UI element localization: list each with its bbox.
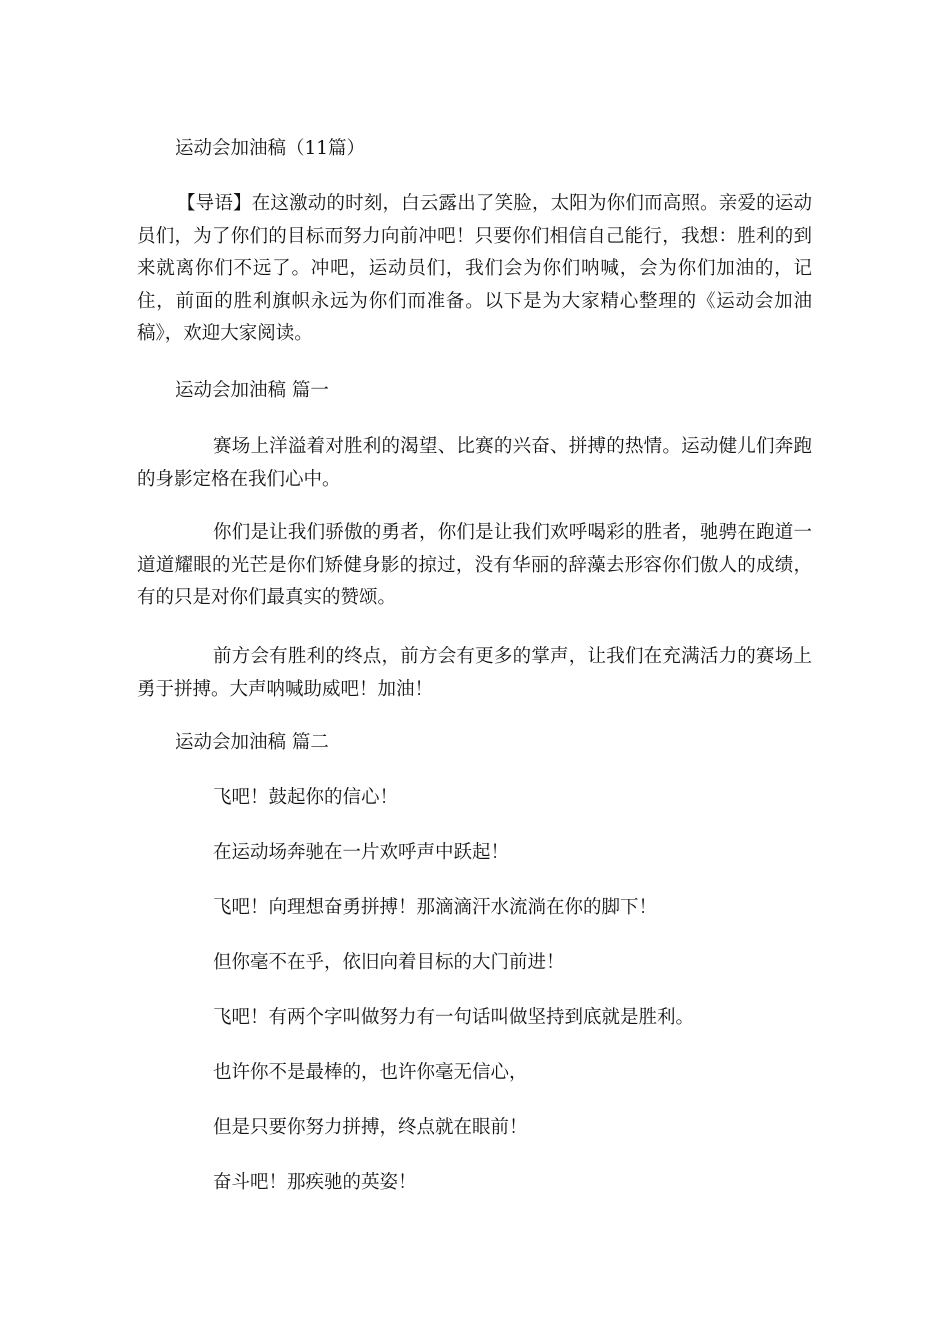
section1-paragraph: 赛场上洋溢着对胜利的渴望、比赛的兴奋、拼搏的热情。运动健儿们奔跑的身影定格在我们心中。 — [137, 436, 812, 490]
verse-line: 飞吧！有两个字叫做努力有一句话叫做坚持到底就是胜利。 — [213, 1007, 695, 1028]
section1-paragraph: 前方会有胜利的终点，前方会有更多的掌声，让我们在充满活力的赛场上勇于拼搏。大声呐喊助威吧！加油！ — [137, 646, 812, 700]
document-title: 运动会加油稿（11篇） — [175, 138, 366, 159]
intro-paragraph: 【导语】在这激动的时刻，白云露出了笑脸，太阳为你们而高照。亲爱的运动员们，为了你们的目标而努力向前冲吧！只要你们相信自己能行，我想：胜利的到来就离你们不远了。冲吧，运动员们，我们会为你们呐喊，会为你们加油的，记住，前面的胜利旗帜永远为你们而准备。以下是为大家精心整理的《运动会加油稿》，欢迎大家阅读。 — [137, 193, 812, 344]
section1-paragraph: 你们是让我们骄傲的勇者，你们是让我们欢呼喝彩的胜者，驰骋在跑道一道道耀眼的光芒是你们矫健身影的掠过，没有华丽的辞藻去形容你们傲人的成绩，有的只是对你们最真实的赞颂。 — [137, 522, 812, 608]
section-heading-2: 运动会加油稿 篇二 — [175, 732, 329, 753]
verse-line: 但你毫不在乎，依旧向着目标的大门前进！ — [213, 952, 565, 973]
verse-line: 也许你不是最棒的，也许你毫无信心， — [213, 1062, 528, 1083]
verse-line: 但是只要你努力拼搏，终点就在眼前！ — [213, 1117, 528, 1138]
verse-line: 奋斗吧！那疾驰的英姿！ — [213, 1172, 417, 1193]
verse-line: 在运动场奔驰在一片欢呼声中跃起！ — [213, 842, 510, 863]
section-heading-1: 运动会加油稿 篇一 — [175, 380, 329, 401]
verse-line: 飞吧！鼓起你的信心！ — [213, 787, 399, 808]
verse-line: 飞吧！向理想奋勇拼搏！那滴滴汗水流淌在你的脚下！ — [213, 897, 658, 918]
